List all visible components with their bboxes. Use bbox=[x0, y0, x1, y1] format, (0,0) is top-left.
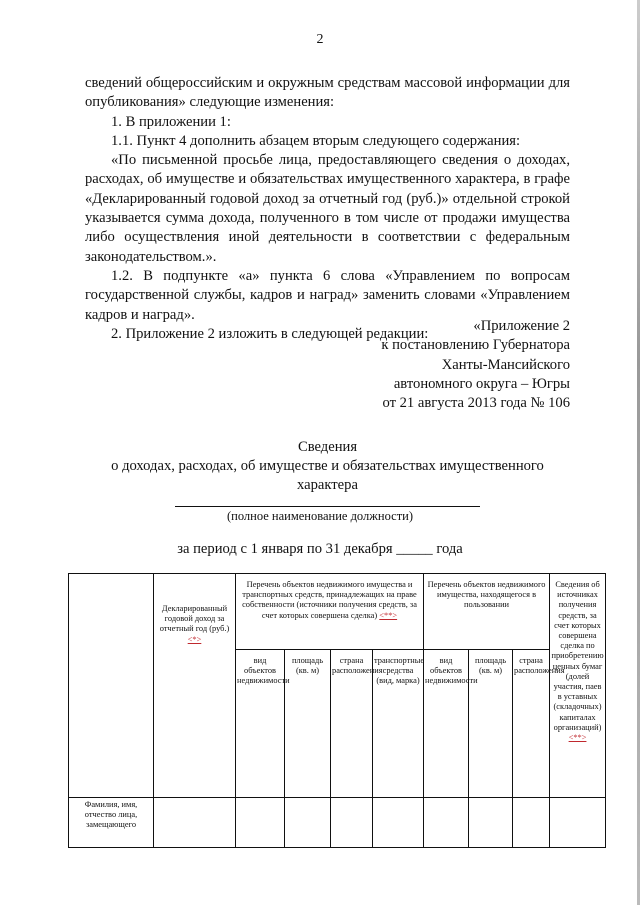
form-title bbox=[85, 438, 570, 495]
paragraph-item-1-2: 1.2. В подпункте «а» пункта 6 слова «Управлением по вопросам государственной службы, кадров и наград» заменить словами «Управлением кадров и наград». bbox=[85, 267, 570, 323]
paragraph-item-2: 2. Приложение 2 изложить в следующей редакции: bbox=[111, 325, 429, 342]
info-table bbox=[68, 573, 606, 848]
footnote-ref-owned: <**> bbox=[379, 610, 398, 620]
position-caption: (полное наименование должности) bbox=[226, 509, 414, 523]
appendix-header-line: «Приложение 2 bbox=[473, 318, 570, 334]
form-title-line: характера bbox=[297, 477, 358, 493]
sub-used-country: страна расположения bbox=[513, 650, 550, 798]
table-cell bbox=[469, 798, 513, 848]
paragraph-item-1-1: 1.1. Пункт 4 дополнить абзацем вторым следующего содержания: bbox=[111, 132, 521, 149]
sub-owned-area: площадь (кв. м) bbox=[285, 650, 331, 798]
appendix-header-line: от 21 августа 2013 года № 106 bbox=[382, 395, 570, 412]
amendment-text bbox=[85, 74, 570, 344]
header-used-property: Перечень объектов недвижимого имущества, находящегося в пользовании bbox=[424, 574, 550, 650]
sub-owned-country: страна расположения bbox=[331, 650, 373, 798]
header-income: Декларированный годовой доход за отчетный год (руб.) <*> bbox=[154, 574, 236, 798]
table-cell bbox=[236, 798, 285, 848]
appendix-header-line: автономного округа – Югры bbox=[393, 375, 570, 392]
appendix-header-line: Ханты-Мансийского bbox=[441, 356, 570, 373]
paragraph-item-1: 1. В приложении 1: bbox=[111, 113, 231, 130]
position-blank-line bbox=[175, 506, 480, 507]
sub-used-type: вид объектов недвижимости bbox=[424, 650, 469, 798]
header-owned-property: Перечень объектов недвижимого имущества и транспортных средств, принадлежащих на праве собственности (источники получения средств, за счет которых совершена сделка) <**> bbox=[236, 574, 424, 650]
header-sources: Сведения об источниках получения средств, за счет которых совершена сделка по приобретению ценных бумаг (долей участия, паев в уставных (складочных) капиталах организаций) <**> bbox=[550, 574, 606, 798]
appendix-header bbox=[300, 317, 570, 413]
table-cell bbox=[550, 798, 606, 848]
paragraph-continuation: сведений общероссийским и окружным средствам массовой информации для опубликования» следующие изменения: bbox=[85, 75, 570, 111]
page-number: 2 bbox=[316, 32, 324, 47]
period-line: за период с 1 января по 31 декабря _____ года bbox=[177, 541, 463, 557]
appendix-header-line: к постановлению Губернатора bbox=[381, 337, 570, 354]
table-cell bbox=[331, 798, 373, 848]
footnote-ref-sources: <**> bbox=[568, 733, 587, 743]
sub-owned-type: вид объектов недвижимости bbox=[236, 650, 285, 798]
form-title-line: Сведения bbox=[297, 439, 358, 455]
sub-owned-vehicles: транспортные средства (вид, марка) bbox=[373, 650, 424, 798]
row-label-official: Фамилия, имя, отчество лица, замещающего bbox=[69, 798, 154, 848]
table-cell bbox=[424, 798, 469, 848]
form-title-line: о доходах, расходах, об имуществе и обязательствах имущественного bbox=[111, 458, 544, 474]
paragraph-quote: «По письменной просьбе лица, предоставляющего сведения о доходах, расходах, об имуществе и обязательствах имущественного характера, в графе «Декларированный годовой доход за отчетный год (руб.)» отдельной строкой указывается сумма дохода, полученного в том числе от продажи имущества либо осуществления иной деятельности в соответствии с федеральным законодательством.». bbox=[85, 152, 570, 265]
footnote-ref-income: <*> bbox=[187, 634, 202, 644]
table-cell bbox=[373, 798, 424, 848]
header-empty-cell bbox=[69, 574, 154, 798]
table-cell bbox=[513, 798, 550, 848]
table-cell bbox=[285, 798, 331, 848]
table-cell bbox=[154, 798, 236, 848]
sub-used-area: площадь (кв. м) bbox=[469, 650, 513, 798]
